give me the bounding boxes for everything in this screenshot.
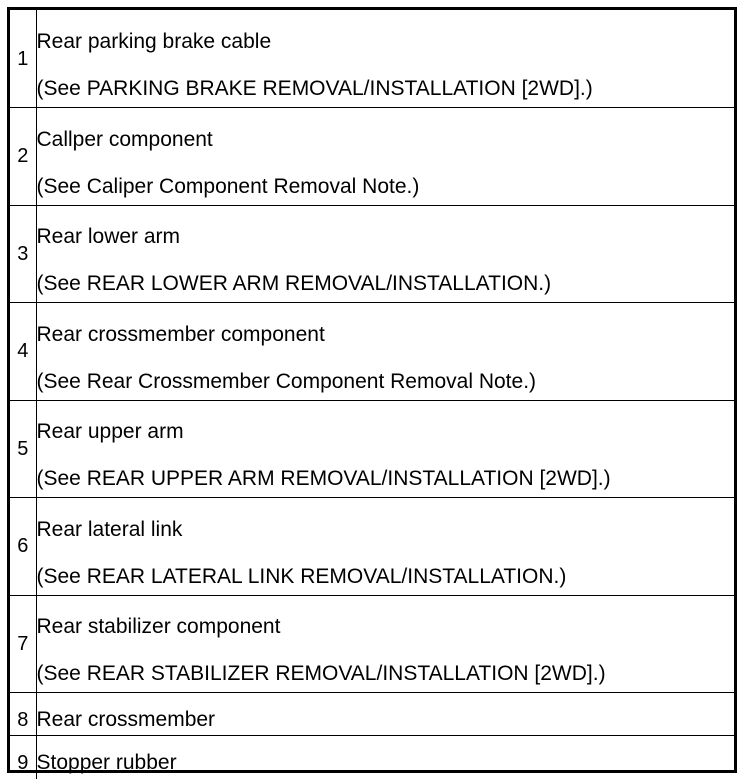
parts-list-table bbox=[7, 7, 737, 773]
item-name: Callper component bbox=[36, 127, 213, 151]
item-reference: (See REAR UPPER ARM REMOVAL/INSTALLATION [2WD].) bbox=[36, 467, 611, 491]
table-row bbox=[10, 595, 734, 693]
item-number: 9 bbox=[10, 736, 36, 779]
table-row bbox=[10, 205, 734, 303]
item-name: Rear lateral link bbox=[36, 517, 183, 541]
item-number: 5 bbox=[10, 400, 36, 498]
item-name: Stopper rubber bbox=[36, 750, 177, 774]
item-reference: (See Rear Crossmember Component Removal Note.) bbox=[36, 369, 537, 393]
item-cell bbox=[36, 498, 734, 596]
item-reference: (See REAR STABILIZER REMOVAL/INSTALLATION [2WD].) bbox=[36, 662, 606, 686]
item-number: 3 bbox=[10, 205, 36, 303]
table-row bbox=[10, 400, 734, 498]
table-row bbox=[10, 498, 734, 596]
item-name: Rear upper arm bbox=[36, 420, 184, 444]
table-row bbox=[10, 736, 734, 779]
parts-table bbox=[10, 10, 734, 779]
item-name: Rear crossmember bbox=[36, 707, 216, 731]
item-name: Rear lower arm bbox=[36, 225, 181, 249]
table-row bbox=[10, 693, 734, 736]
item-number: 8 bbox=[10, 693, 36, 736]
item-reference: (See PARKING BRAKE REMOVAL/INSTALLATION [2WD].) bbox=[36, 77, 593, 100]
item-name: Rear crossmember component bbox=[36, 322, 325, 346]
item-number: 2 bbox=[10, 108, 36, 206]
table-row bbox=[10, 10, 734, 108]
item-cell bbox=[36, 400, 734, 498]
item-cell bbox=[36, 736, 734, 779]
item-reference: (See REAR LATERAL LINK REMOVAL/INSTALLATION.) bbox=[36, 564, 567, 588]
item-cell bbox=[36, 10, 734, 108]
item-number: 1 bbox=[10, 10, 36, 108]
item-number: 6 bbox=[10, 498, 36, 596]
item-cell bbox=[36, 693, 734, 736]
item-name: Rear stabilizer component bbox=[36, 615, 281, 639]
item-number: 4 bbox=[10, 303, 36, 401]
item-reference: (See REAR LOWER ARM REMOVAL/INSTALLATION.) bbox=[36, 272, 552, 296]
item-name: Rear parking brake cable bbox=[36, 30, 272, 53]
item-cell bbox=[36, 595, 734, 693]
table-row bbox=[10, 108, 734, 206]
item-cell bbox=[36, 303, 734, 401]
item-cell bbox=[36, 205, 734, 303]
item-number: 7 bbox=[10, 595, 36, 693]
table-row bbox=[10, 303, 734, 401]
item-cell bbox=[36, 108, 734, 206]
item-reference: (See Caliper Component Removal Note.) bbox=[36, 174, 420, 198]
